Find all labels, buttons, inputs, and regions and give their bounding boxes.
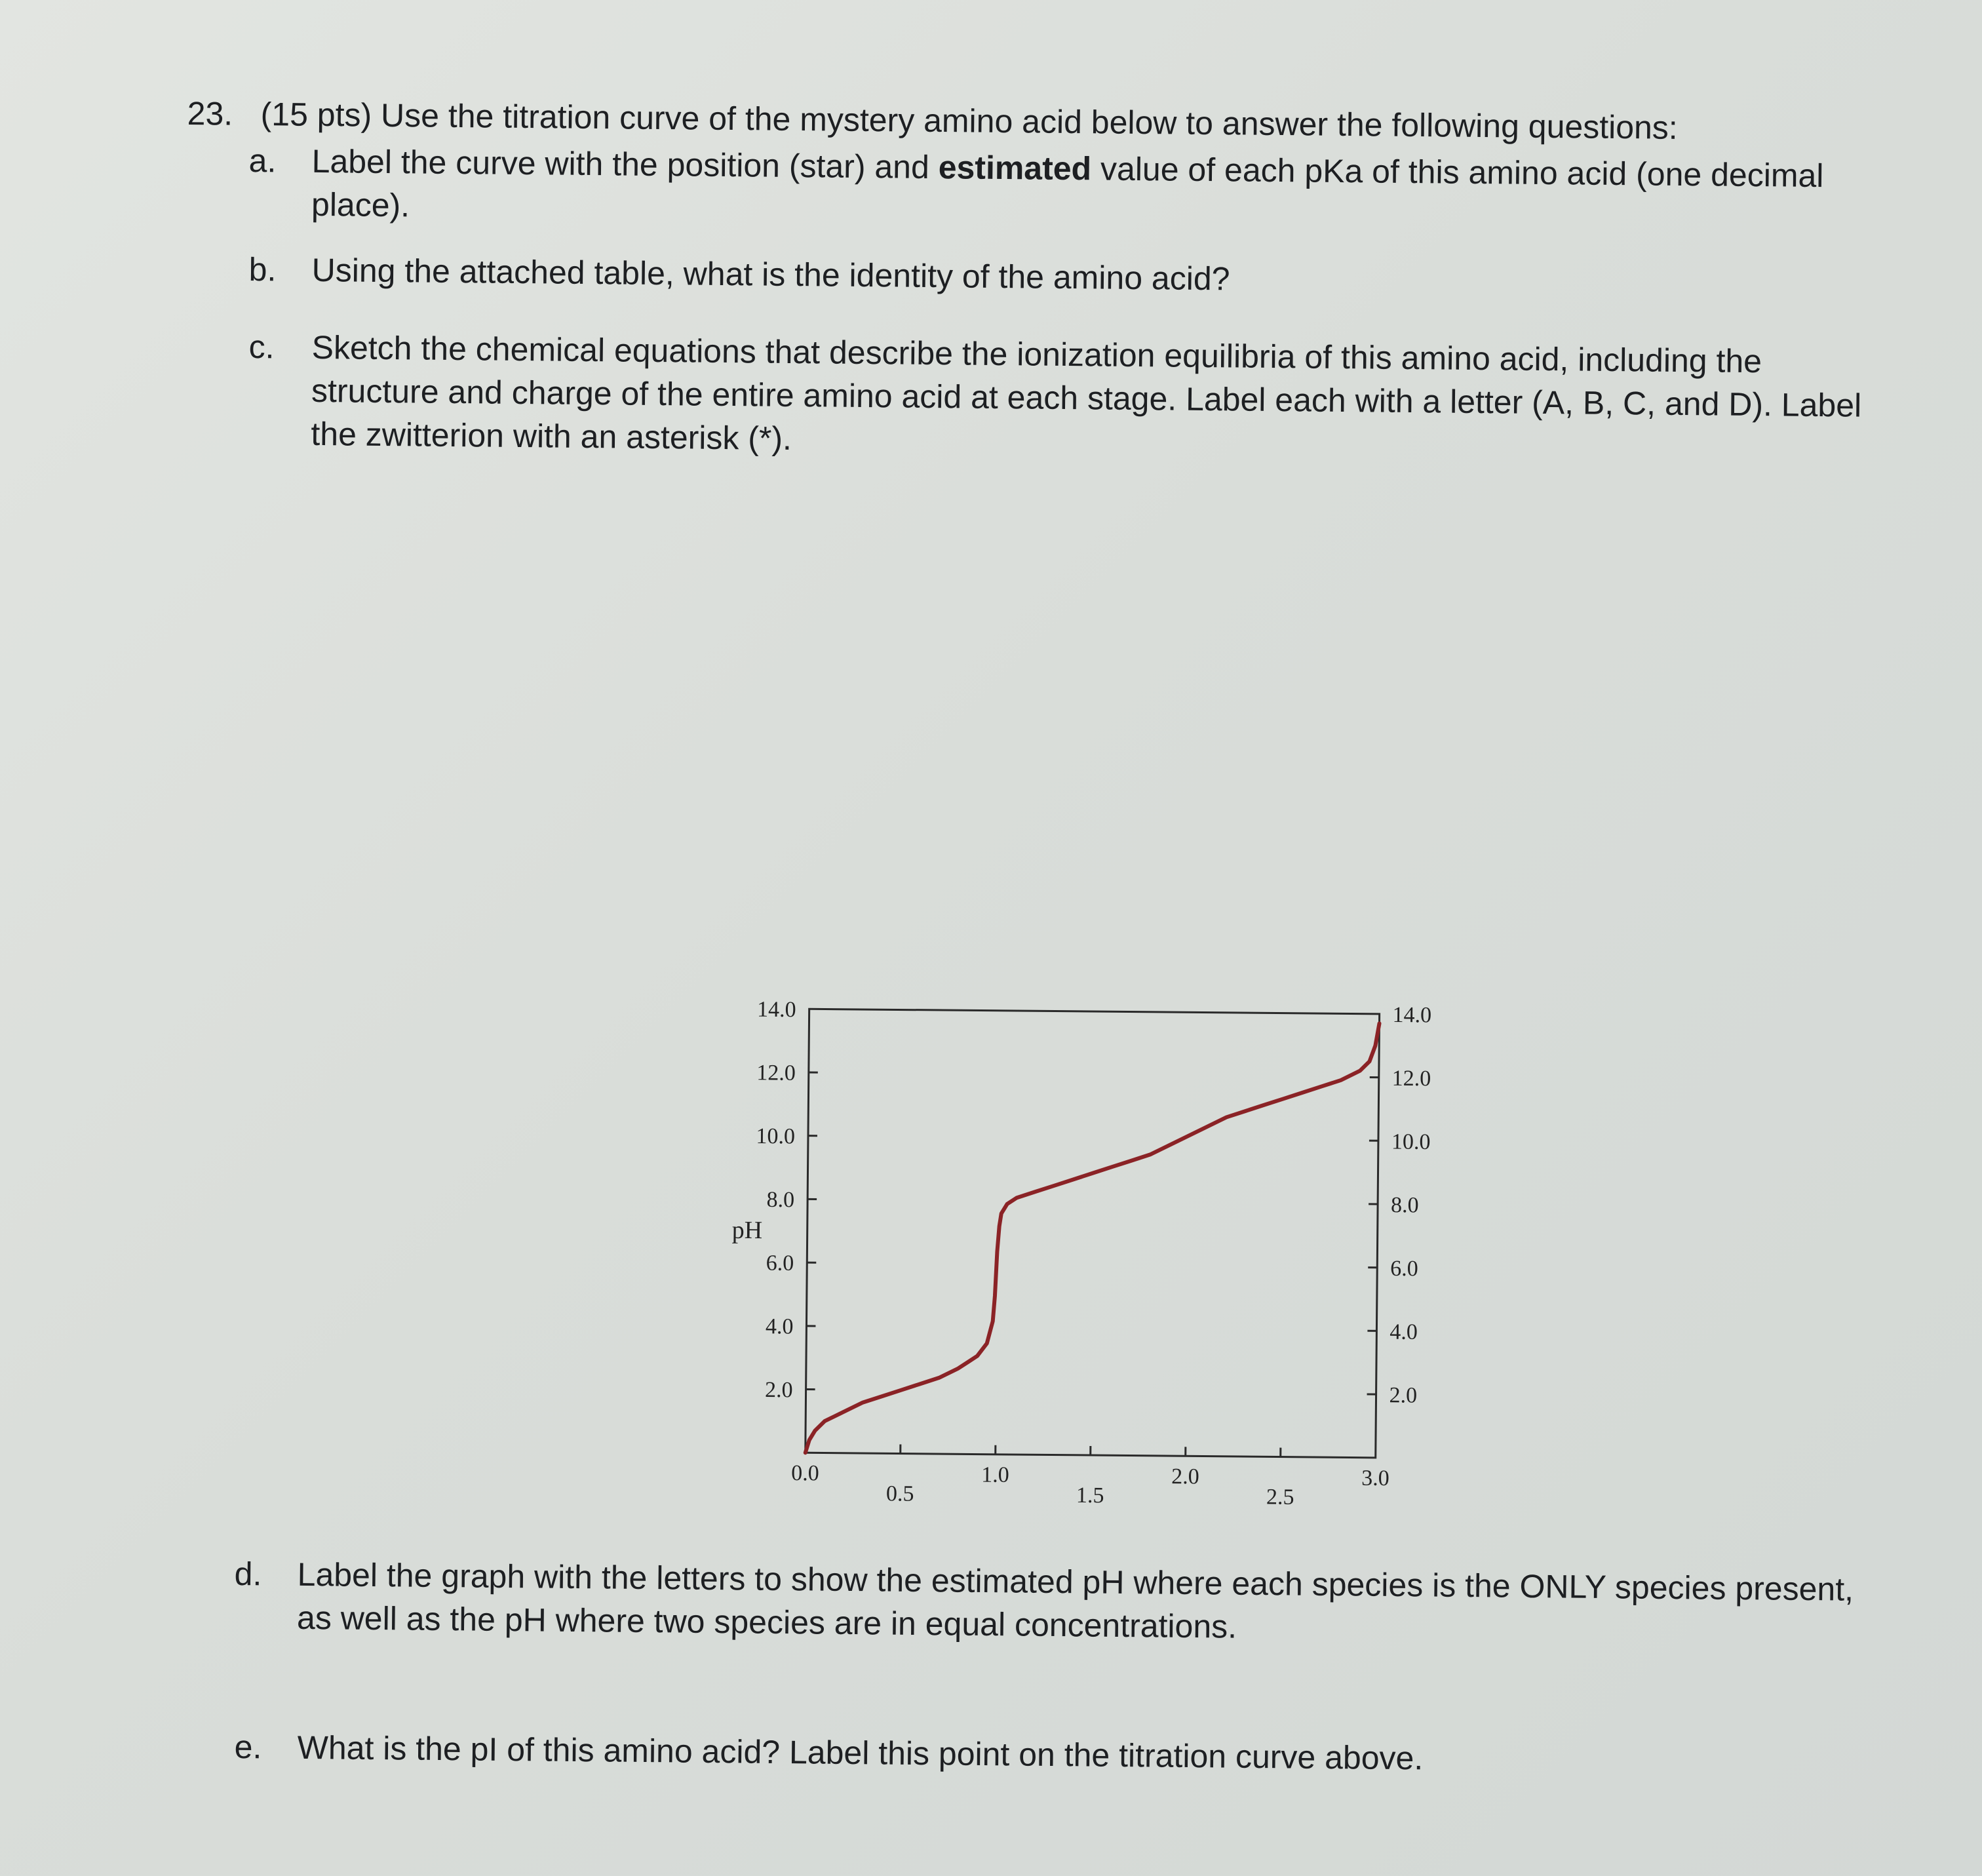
item-text: Sketch the chemical equations that describe the ionization equilibria of this amino acid, including the structure and charge of the entire amino acid at each stage. Label each with a letter (A, B, C, and D). Label the zwitterion with an asterisk (*).	[311, 328, 1862, 457]
item-text-part: Label the curve with the position (star) and	[311, 142, 939, 186]
titration-curve-line	[806, 1019, 1380, 1458]
y-tick-label-right: 4.0	[1389, 1319, 1418, 1344]
item-text-emphasis: estimated	[938, 149, 1092, 187]
y-tick-label-left: 8.0	[766, 1187, 795, 1213]
item-letter: a.	[248, 142, 277, 180]
item-letter: e.	[234, 1728, 262, 1766]
titration-curve-chart	[710, 983, 1448, 1534]
y-tick-label-right: 12.0	[1391, 1066, 1431, 1091]
item-letter: b.	[248, 250, 277, 288]
x-tick-label: 1.0	[981, 1462, 1009, 1487]
plot-frame	[806, 1009, 1380, 1458]
y-tick-label-right: 14.0	[1392, 1003, 1432, 1028]
x-tick-label: 0.0	[791, 1461, 819, 1486]
item-text: Label the graph with the letters to show the estimated pH where each species is the ONLY species present, as well as the pH where two species are in equal concentrations.	[296, 1555, 1854, 1645]
x-tick-label: 2.5	[1266, 1485, 1294, 1510]
y-tick-label-right: 6.0	[1390, 1256, 1418, 1281]
y-tick-label-left: 6.0	[766, 1251, 794, 1276]
item-letter: c.	[248, 328, 275, 366]
y-tick-label-right: 8.0	[1390, 1193, 1419, 1218]
y-tick-label-left: 12.0	[756, 1061, 796, 1085]
x-tick-label: 2.0	[1171, 1464, 1199, 1489]
item-text: What is the pI of this amino acid? Label this point on the titration curve above.	[297, 1729, 1424, 1777]
x-tick-label: 1.5	[1076, 1483, 1104, 1508]
x-tick-label: 0.5	[885, 1481, 914, 1506]
titration-curve-svg	[710, 983, 1448, 1534]
y-axis-label: pH	[731, 1216, 763, 1245]
y-tick-label-left: 10.0	[756, 1124, 796, 1149]
item-text-part: value of each pKa of this amino acid (one decimal place).	[311, 150, 1824, 224]
question-number: 23.	[187, 94, 233, 132]
x-tick-label: 3.0	[1361, 1466, 1389, 1491]
y-tick-label-left: 4.0	[765, 1314, 794, 1339]
y-tick-label-left: 2.0	[764, 1377, 793, 1403]
item-text	[311, 140, 1885, 241]
y-tick-label-right: 2.0	[1389, 1383, 1418, 1408]
item-text: Using the attached table, what is the identity of the amino acid?	[311, 251, 1230, 298]
question-header-text: (15 pts) Use the titration curve of the mystery amino acid below to answer the following questions:	[260, 96, 1679, 146]
item-letter: d.	[234, 1555, 262, 1593]
y-tick-label-right: 10.0	[1391, 1129, 1431, 1154]
y-tick-label-left: 14.0	[756, 997, 796, 1023]
